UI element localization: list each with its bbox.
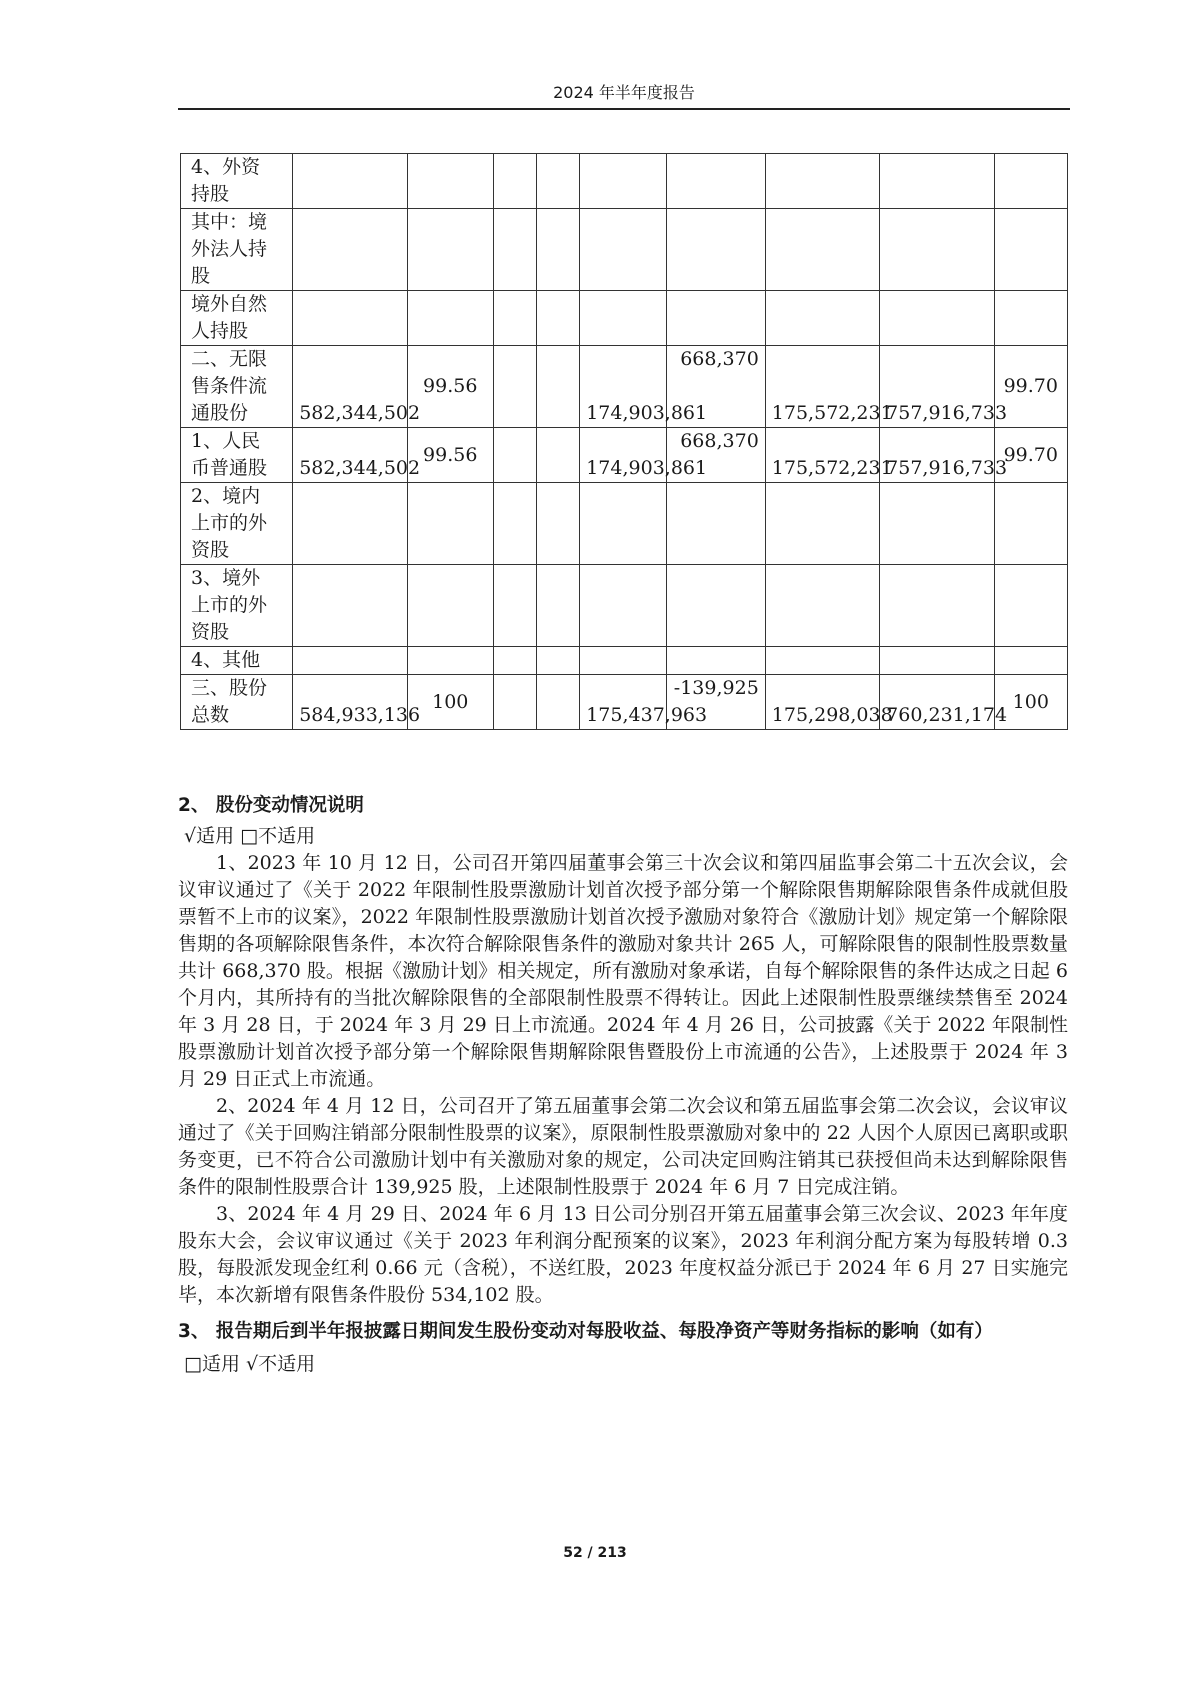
row-label-line: 其中：境 — [191, 211, 268, 233]
table-cell — [493, 675, 536, 730]
row-label-line: 资股 — [191, 539, 230, 561]
table-cell — [493, 346, 536, 428]
table-cell — [407, 209, 493, 291]
table-cell — [666, 483, 765, 565]
table-cell: -139,925 — [666, 675, 765, 730]
table-cell: 175,572,231 — [765, 428, 879, 483]
table-cell — [765, 209, 879, 291]
table-cell: 757,916,733 — [880, 346, 994, 428]
table-row — [181, 428, 1068, 483]
table-cell — [994, 209, 1067, 291]
row-label-line: 股 — [191, 265, 211, 287]
table-cell — [765, 154, 879, 209]
table-cell — [580, 565, 666, 647]
table-cell — [765, 565, 879, 647]
table-cell — [537, 291, 580, 346]
row-label-line: 4、外资 — [191, 156, 261, 178]
table-cell: 99.70 — [994, 346, 1067, 428]
table-cell — [537, 428, 580, 483]
section-share-change-explanation — [178, 792, 1068, 1309]
table-cell — [537, 647, 580, 675]
table-cell: 99.56 — [407, 346, 493, 428]
row-label-line: 币普通股 — [191, 457, 268, 479]
row-label — [181, 483, 293, 565]
row-label-line: 上市的外 — [191, 594, 268, 616]
table-cell — [666, 647, 765, 675]
table-cell — [493, 483, 536, 565]
table-cell — [407, 154, 493, 209]
table-cell: 668,370 — [666, 428, 765, 483]
table-cell — [765, 483, 879, 565]
table-cell — [537, 209, 580, 291]
row-label — [181, 154, 293, 209]
table-cell — [493, 647, 536, 675]
table-cell — [666, 209, 765, 291]
row-label-line: 三、股份 — [191, 677, 268, 699]
row-label — [181, 565, 293, 647]
section-3-heading: 3、 报告期后到半年报披露日期间发生股份变动对每股收益、每股净资产等财务指标的影响（如有） — [178, 1321, 993, 1342]
table-cell: 175,437,963 — [580, 675, 666, 730]
table-cell: 174,903,861 — [580, 428, 666, 483]
table-cell — [666, 291, 765, 346]
page-number: 52 / 213 — [563, 1545, 627, 1561]
table-cell — [537, 346, 580, 428]
table-cell — [994, 483, 1067, 565]
table-cell — [293, 647, 407, 675]
section-post-period-impact — [178, 1318, 1068, 1378]
table-row — [181, 675, 1068, 730]
table-cell — [537, 675, 580, 730]
section-3-applicable: □适用 √不适用 — [184, 1353, 316, 1375]
table-cell — [293, 154, 407, 209]
section-2-paragraph-3: 3、2024 年 4 月 29 日、2024 年 6 月 13 日公司分别召开第五届董事会第三次会议、2023 年年度股东大会，会议审议通过《关于 2023 年利润分配预案的议案》，2023 年利润分配方案为每股转增 0.3 股，每股派发现金红利 0.66 元（含税），不送红股，2023 年度权益分派已于 2024 年 6 月 27 日实施完毕，本次新增有限售条件股份 534,102 股。 — [178, 1203, 1068, 1306]
table-cell — [994, 565, 1067, 647]
table-cell: 582,344,502 — [293, 428, 407, 483]
table-row — [181, 483, 1068, 565]
table-cell: 584,933,136 — [293, 675, 407, 730]
row-label-line: 二、无限 — [191, 348, 268, 370]
table-cell — [580, 291, 666, 346]
share-change-table — [180, 153, 1068, 730]
table-cell: 174,903,861 — [580, 346, 666, 428]
section-2-paragraph-2: 2、2024 年 4 月 12 日，公司召开了第五届董事会第二次会议和第五届监事会第二次会议，会议审议通过了《关于回购注销部分限制性股票的议案》，原限制性股票激励对象中的 22 人因个人原因已离职或职务变更，已不符合公司激励计划中有关激励对象的规定，公司决定回购注销其已获授但尚未达到解除限售条件的限制性股票合计 139,925 股，上述限制性股票于 2024 年 6 月 7 日完成注销。 — [178, 1095, 1068, 1198]
table-cell: 99.70 — [994, 428, 1067, 483]
page-header: 2024 年半年度报告 — [553, 83, 695, 102]
table-cell: 760,231,174 — [880, 675, 994, 730]
table-cell — [580, 154, 666, 209]
table-cell — [493, 154, 536, 209]
table-cell — [493, 565, 536, 647]
table-cell: 100 — [994, 675, 1067, 730]
row-label-line: 2、境内 — [191, 485, 261, 507]
row-label-line: 3、境外 — [191, 567, 261, 589]
row-label-line: 人持股 — [191, 320, 249, 342]
table-cell — [580, 647, 666, 675]
table-cell — [537, 154, 580, 209]
row-label — [181, 291, 293, 346]
table-row — [181, 565, 1068, 647]
table-cell — [880, 209, 994, 291]
table-cell: 757,916,733 — [880, 428, 994, 483]
table-cell — [880, 154, 994, 209]
table-cell — [537, 565, 580, 647]
header-rule — [178, 108, 1070, 110]
table-cell — [493, 291, 536, 346]
table-row — [181, 154, 1068, 209]
table-cell — [666, 154, 765, 209]
table-cell: 99.56 — [407, 428, 493, 483]
table-cell — [407, 647, 493, 675]
row-label-line: 1、人民 — [191, 430, 261, 452]
row-label — [181, 209, 293, 291]
table-cell — [880, 291, 994, 346]
table-row — [181, 647, 1068, 675]
table-cell: 100 — [407, 675, 493, 730]
row-label-line: 总数 — [191, 704, 230, 726]
table-cell — [293, 565, 407, 647]
table-cell — [407, 291, 493, 346]
table-cell — [765, 291, 879, 346]
section-2-paragraph-1: 1、2023 年 10 月 12 日，公司召开第四届董事会第三十次会议和第四届监事会第二十五次会议，会议审议通过了《关于 2022 年限制性股票激励计划首次授予部分第一个解除限售期解除限售条件成就但股票暂不上市的议案》，2022 年限制性股票激励计划首次授予激励对象符合《激励计划》规定第一个解除限售期的各项解除限售条件，本次符合解除限售条件的激励对象共计 265 人，可解除限售的限制性股票数量共计 668,370 股。根据《激励计划》相关规定，所有激励对象承诺，自每个解除限售的条件达成之日起 6 个月内，其所持有的当批次解除限售的全部限制性股票不得转让。因此上述限制性股票继续禁售至 2024 年 3 月 28 日，于 2024 年 3 月 29 日上市流通。2024 年 4 月 26 日，公司披露《关于 2022 年限制性股票激励计划首次授予部分第一个解除限售期解除限售暨股份上市流通的公告》，上述股票于 2024 年 3 月 29 日正式上市流通。 — [178, 852, 1068, 1090]
table-cell — [880, 483, 994, 565]
table-cell — [407, 565, 493, 647]
table-cell — [293, 483, 407, 565]
table-cell: 175,572,231 — [765, 346, 879, 428]
table-cell: 582,344,502 — [293, 346, 407, 428]
table-cell — [880, 565, 994, 647]
row-label-line: 持股 — [191, 183, 230, 205]
table-cell — [880, 647, 994, 675]
row-label — [181, 428, 293, 483]
row-label-line: 外法人持 — [191, 238, 268, 260]
table-cell — [537, 483, 580, 565]
table-cell — [293, 291, 407, 346]
section-2-heading: 2、 股份变动情况说明 — [178, 795, 364, 816]
table-row — [181, 291, 1068, 346]
table-cell — [994, 291, 1067, 346]
table-cell — [765, 647, 879, 675]
table-cell — [493, 428, 536, 483]
row-label-line: 4、其他 — [191, 649, 261, 671]
row-label-line: 境外自然 — [191, 293, 268, 315]
row-label — [181, 346, 293, 428]
row-label — [181, 675, 293, 730]
table-cell — [493, 209, 536, 291]
table-cell — [407, 483, 493, 565]
row-label-line: 资股 — [191, 621, 230, 643]
table-cell: 668,370 — [666, 346, 765, 428]
section-2-applicable: √适用 □不适用 — [184, 825, 316, 847]
row-label-line: 售条件流 — [191, 375, 268, 397]
table-cell — [666, 565, 765, 647]
table-cell — [580, 483, 666, 565]
table-row — [181, 209, 1068, 291]
table-cell: 175,298,038 — [765, 675, 879, 730]
table-cell — [293, 209, 407, 291]
row-label — [181, 647, 293, 675]
table-cell — [580, 209, 666, 291]
row-label-line: 通股份 — [191, 402, 249, 424]
table-cell — [994, 647, 1067, 675]
table-row — [181, 346, 1068, 428]
row-label-line: 上市的外 — [191, 512, 268, 534]
table-cell — [994, 154, 1067, 209]
